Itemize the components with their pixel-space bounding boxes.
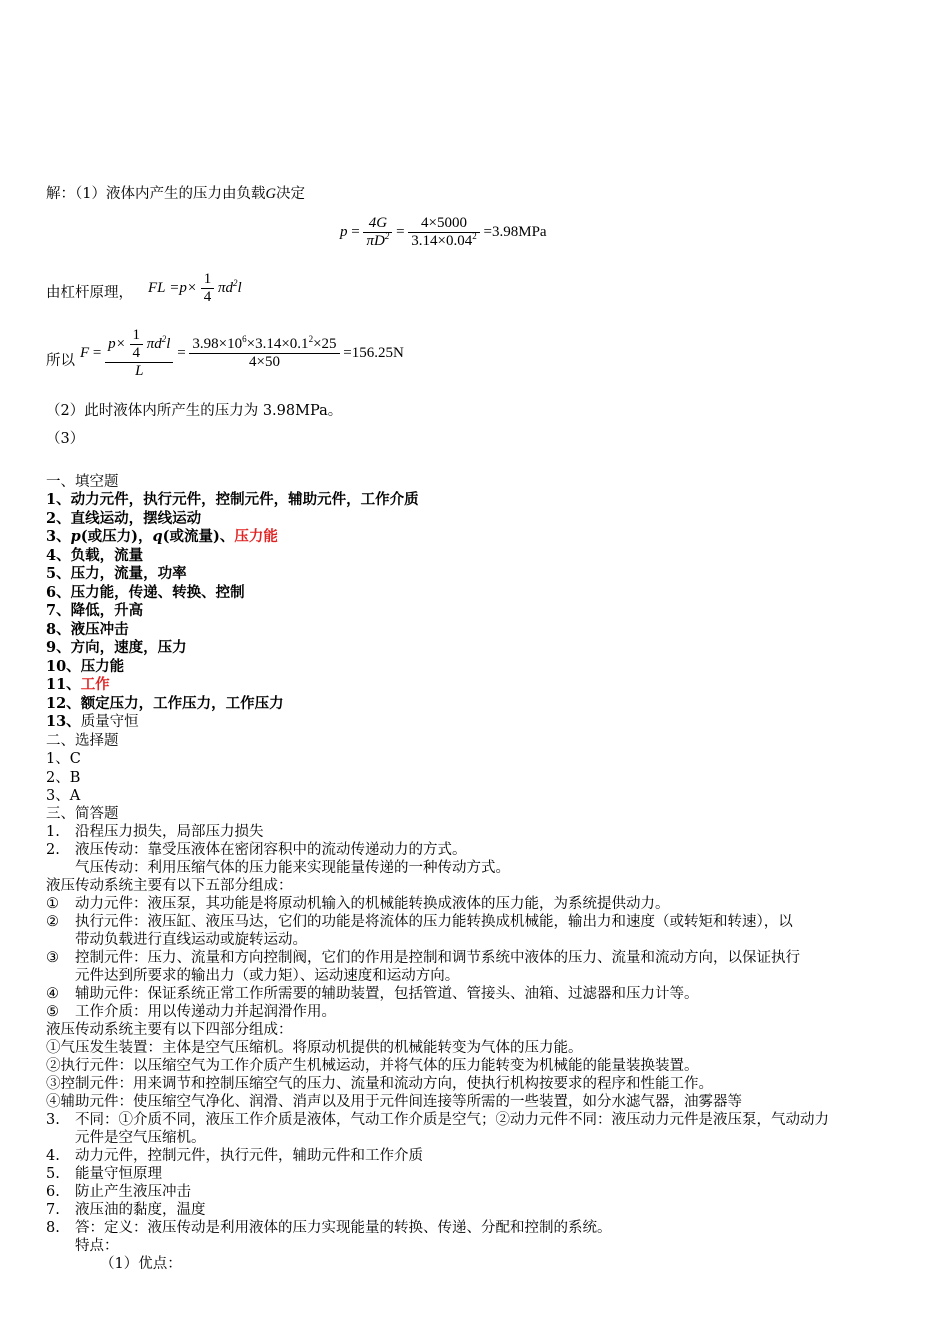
pn-item-3: ③控制元件：用来调节和控制压缩空气的压力、流量和流动方向，使执行机构按要求的程序和性能工作。 [46, 1076, 713, 1092]
short-q2-line2: 气压传动：利用压缩气体的压力能来实现能量传递的一种传动方式。 [75, 860, 510, 876]
fill-heading: 一、填空题 [46, 474, 119, 490]
fill-item-9: 9、方向，速度，压力 [46, 639, 187, 656]
fill-item-10: 10、压力能 [46, 658, 125, 675]
choice-item-2: 2、B [46, 770, 81, 786]
fraction-4g-over-pid2: $\frac{4G}{\pi D^2}$ [363, 215, 392, 250]
part2-text: （2）此时液体内所产生的压力为 3.98MPa。 [46, 403, 343, 419]
fill-item-13: 13、质量守恒 [46, 713, 139, 730]
so-label: 所以 [46, 353, 75, 369]
lever-principle: 由杠杆原理， [46, 285, 133, 301]
pn-item-1: ①气压发生装置：主体是空气压缩机。将原动机提供的机械能转变为气体的压力能。 [46, 1040, 583, 1056]
fill-item-5: 5、压力，流量，功率 [46, 565, 187, 582]
fill-item-2: 2、直线运动，摆线运动 [46, 510, 202, 527]
fraction-one-quarter: $\frac{1}{4}$ [201, 271, 215, 306]
hyd-intro: 液压传动系统主要有以下五部分组成： [46, 878, 293, 894]
pn-item-2: ②执行元件：以压缩空气为工作介质产生机械运动，并将气体的压力能转变为机械能的能量装换装置。 [46, 1058, 699, 1074]
fill-item-4: 4、负载，流量 [46, 547, 144, 564]
fraction-numeric: $\frac{4\times 5000}{3.14\times 0.04^2}$ [408, 215, 479, 250]
choice-item-1: 1、C [46, 751, 81, 767]
fraction-force-symbolic: p× $\frac{1}{4}$ $\pi d^2l$ L [105, 327, 173, 380]
choice-item-3: 3、A [46, 788, 81, 804]
fraction-force-numeric: $\frac{3.98\times 10^6\times 3.14\times 0.1^2\times 25}{4\times 50}$ [189, 336, 339, 371]
short-q8-advantages: （1）优点： [100, 1256, 182, 1272]
choice-heading: 二、选择题 [46, 733, 119, 749]
hyd-item-3-cont: 元件达到所要求的输出力（或力矩）、运动速度和运动方向。 [75, 968, 460, 984]
fill-item-8: 8、液压冲击 [46, 621, 129, 638]
fill-item-11: 11、工作 [46, 676, 110, 693]
part3-text: （3） [46, 431, 85, 447]
equation-force: F = p× $\frac{1}{4}$ $\pi d^2l$ L = $\frac{3.98\times 10^6\times 3.14\times 0.1^2\times 25}{4\times 50}$ =156.25N [80, 327, 404, 379]
fill-item-3: 3、p(或压力)，q(或流量)、压力能 [46, 528, 278, 545]
equation-lever: FL =p× $\frac{1}{4}$ $\pi d^2l$ [148, 271, 242, 305]
fill-item-7: 7、降低，升高 [46, 602, 144, 619]
fill-item-1: 1、动力元件，执行元件，控制元件，辅助元件，工作介质 [46, 491, 419, 508]
solution-intro: 解：（1）液体内产生的压力由负载G决定 [46, 186, 305, 202]
fill-item-12: 12、额定压力，工作压力，工作压力 [46, 695, 284, 712]
fill-item-6: 6、压力能，传递、转换、控制 [46, 584, 245, 601]
short-heading: 三、简答题 [46, 806, 119, 822]
equation-pressure: p = $\frac{4G}{\pi D^2}$ = $\frac{4\times 5000}{3.14\times 0.04^2}$ =3.98MPa [340, 215, 547, 249]
pn-item-4: ④辅助元件：使压缩空气净化、润滑、消声以及用于元件间连接等所需的一些装置，如分水滤气器，油雾器等 [46, 1094, 742, 1110]
short-q8-feature: 特点： [75, 1238, 119, 1254]
short-q3-line2: 元件是空气压缩机。 [75, 1130, 206, 1146]
pn-intro: 液压传动系统主要有以下四部分组成： [46, 1022, 293, 1038]
hyd-item-2-cont: 带动负载进行直线运动或旋转运动。 [75, 932, 307, 948]
